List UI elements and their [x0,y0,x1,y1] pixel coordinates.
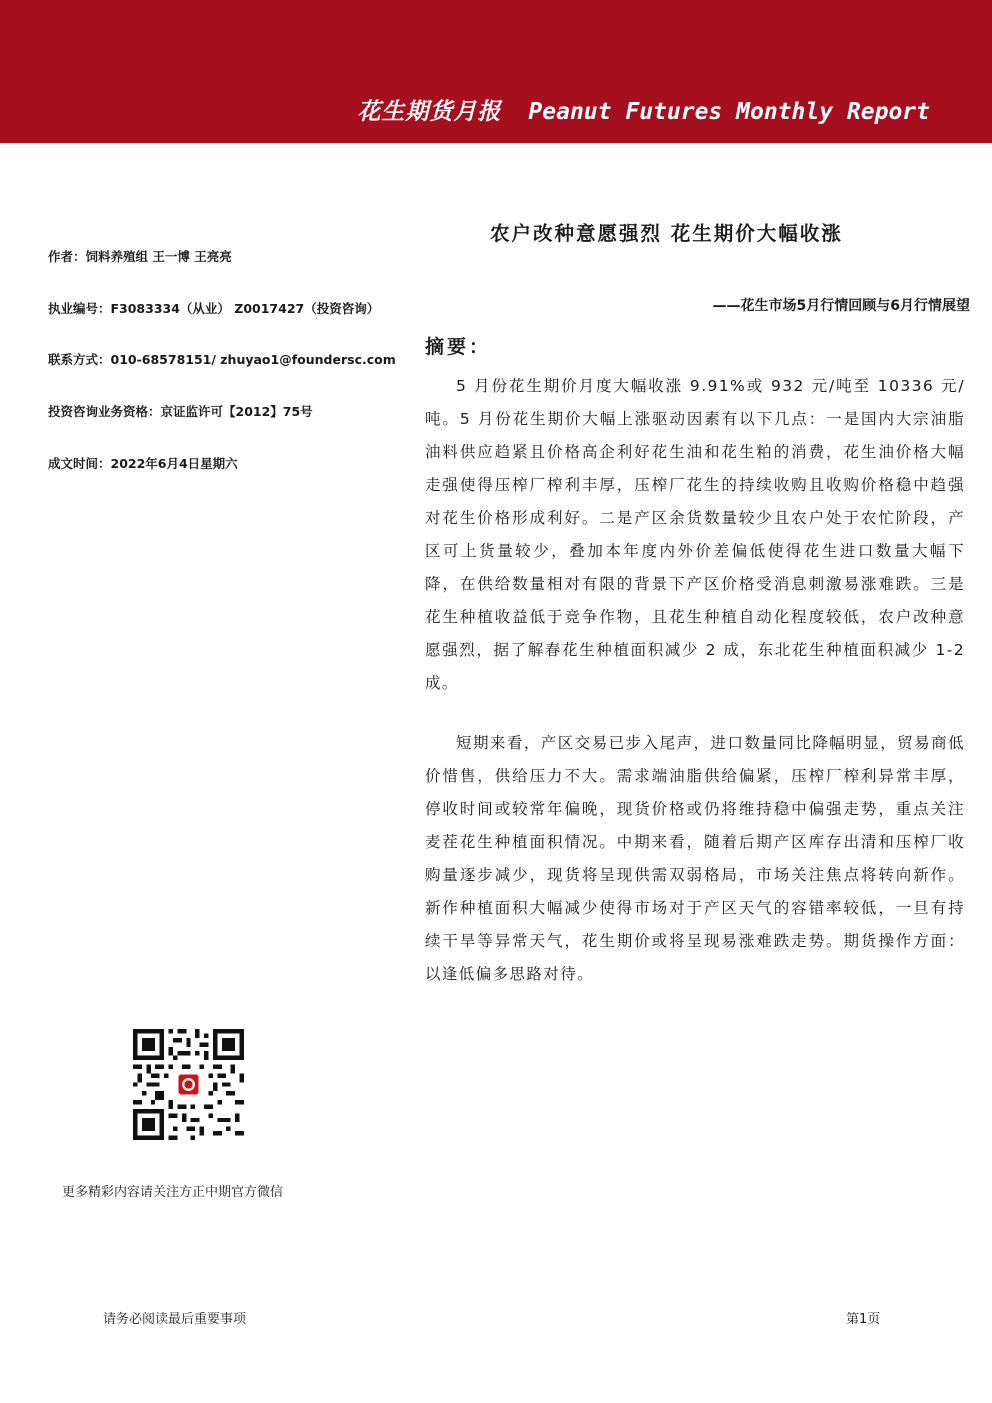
series-title-cn: 花生期货月报 [357,99,502,125]
contact-info: 联系方式：010-68578151/ zhuyao1@foundersc.com [48,352,396,367]
report-title: 农户改种意愿强烈 花生期价大幅收涨 [490,222,843,245]
qr-caption: 更多精彩内容请关注方正中期官方微信 [62,1185,284,1200]
series-title-en: Peanut Futures Monthly Report [528,99,930,125]
publish-date: 成文时间：2022年6月4日星期六 [48,456,238,471]
license-number: 执业编号：F3083334（从业） Z0017427（投资咨询） [48,301,380,316]
disclaimer-note: 请务必阅读最后重要事项 [103,1312,247,1327]
report-subtitle: ——花生市场5月行情回顾与6月行情展望 [712,298,970,314]
page-number: 第1页 [846,1312,881,1327]
header-banner [0,0,992,143]
summary-paragraph-1: 5 月份花生期价月度大幅收涨 9.91%或 932 元/吨至 10336 元/吨。5 月份花生期价大幅上涨驱动因素有以下几点：一是国内大宗油脂油料供应趋紧且价格高企利好花生油和花生粕的消费，花生油价格大幅走强使得压榨厂榨利丰厚，压榨厂花生的持续收购且收购价格稳中趋强对花生价格形成利好。二是产区余货数量较少且农户处于农忙阶段，产区可上货量较少，叠加本年度内外价差偏低使得花生进口数量大幅下降，在供给数量相对有限的背景下产区价格受消息刺激易涨难跌。三是花生种植收益低于竞争作物，且花生种植自动化程度较低，农户改种意愿强烈，据了解春花生种植面积减少 2 成，东北花生种植面积减少 1-2 成。 [425,377,965,692]
summary-heading: 摘要： [425,336,492,358]
author-line: 作者：饲料养殖组 王一博 王亮亮 [48,249,232,264]
report-series-title [357,93,930,126]
qr-code-icon [133,1029,244,1140]
qualification-info: 投资咨询业务资格：京证监许可【2012】75号 [48,404,313,419]
summary-paragraph-2: 短期来看，产区交易已步入尾声，进口数量同比降幅明显，贸易商低价惜售，供给压力不大。需求端油脂供给偏紧，压榨厂榨利异常丰厚，停收时间或较常年偏晚，现货价格或仍将维持稳中偏强走势，重点关注麦茬花生种植面积情况。中期来看，随着后期产区库存出清和压榨厂收购量逐步减少，现货将呈现供需双弱格局，市场关注焦点将转向新作。新作种植面积大幅减少使得市场对于产区天气的容错率较低，一旦有持续干旱等异常天气，花生期价或将呈现易涨难跌走势。期货操作方面：以逢低偏多思路对待。 [425,734,965,983]
